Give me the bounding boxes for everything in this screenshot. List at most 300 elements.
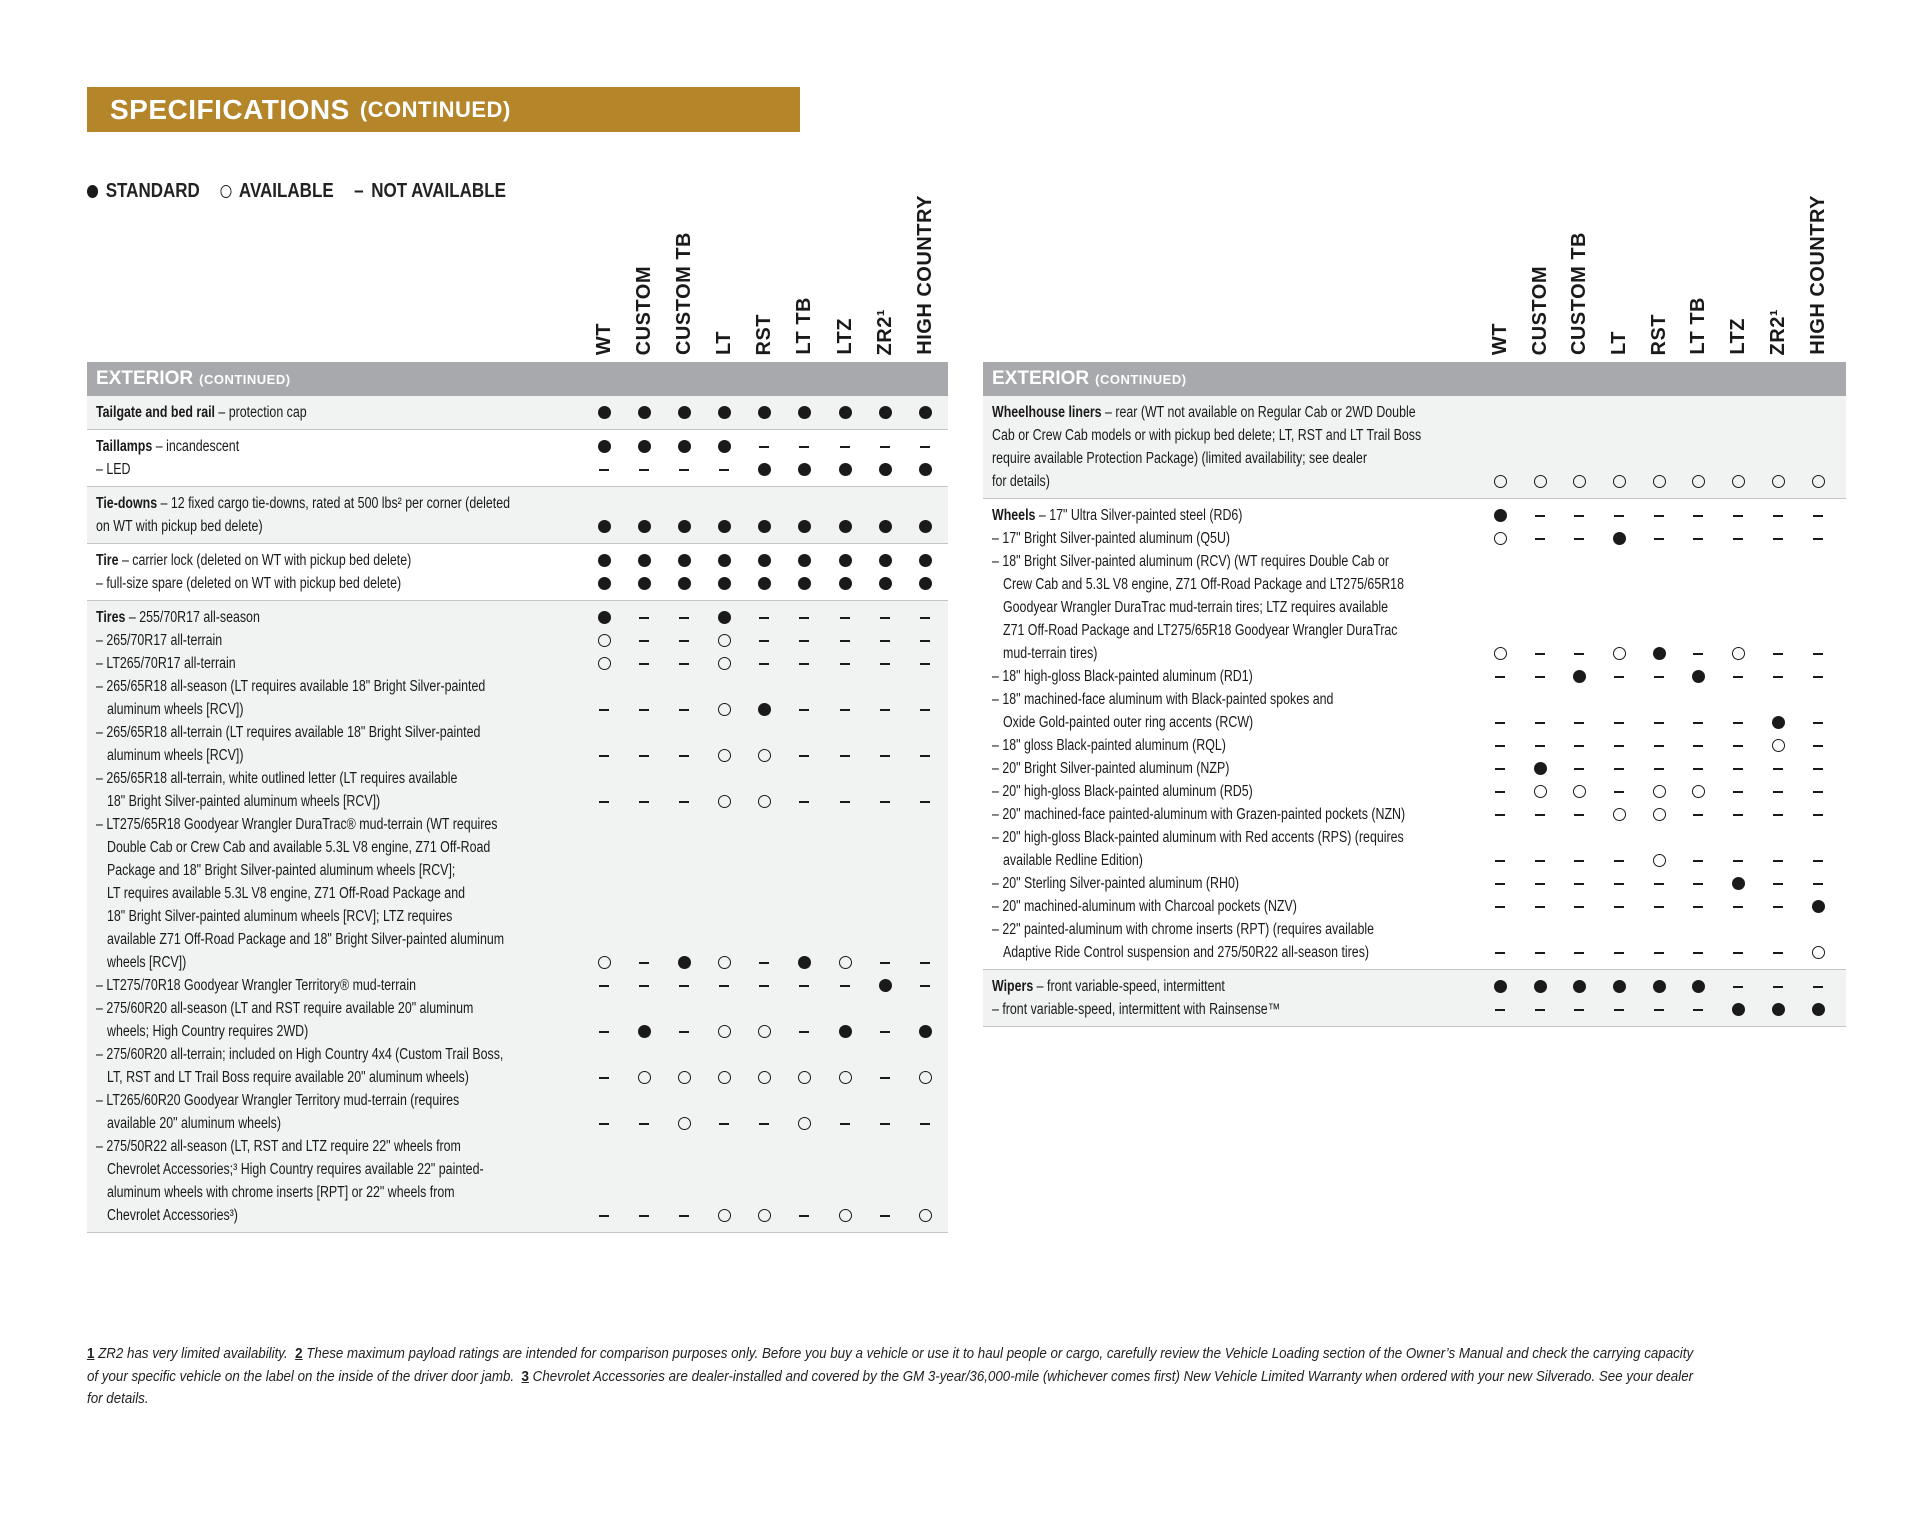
availability-cell (870, 974, 900, 997)
availability-cell (1525, 872, 1555, 895)
not-available-dash-icon (1495, 676, 1505, 678)
not-available-dash-icon (1693, 860, 1703, 862)
standard-dot-icon (678, 440, 691, 453)
not-available-dash-icon (1535, 653, 1545, 655)
spec-row-label: Crew Cab and 5.3L V8 engine, Z71 Off-Road Package and LT275/65R18 (1003, 576, 1404, 593)
spec-group (87, 396, 948, 430)
available-ring-icon (919, 1071, 932, 1084)
not-available-dash-icon (920, 640, 930, 642)
available-ring-icon (1692, 475, 1705, 488)
spec-row-label: – 18" gloss Black-painted aluminum (RQL) (992, 737, 1226, 754)
availability-cell (1803, 504, 1833, 527)
availability-cell (709, 1112, 739, 1135)
spec-row-label: – 18" machined-face aluminum with Black-painted spokes and (992, 691, 1334, 708)
column-header (589, 195, 619, 355)
not-available-dash-icon (759, 640, 769, 642)
availability-cell (870, 629, 900, 652)
availability-cell (1604, 470, 1634, 493)
availability-cell (910, 790, 940, 813)
availability-cell (1723, 803, 1753, 826)
availability-cell (1644, 757, 1674, 780)
not-available-dash-icon (920, 446, 930, 448)
availability-cell (629, 951, 659, 974)
standard-dot-icon (638, 554, 651, 567)
standard-dot-icon (638, 406, 651, 419)
not-available-dash-icon (639, 1215, 649, 1217)
column-header (749, 195, 779, 355)
availability-cell (589, 515, 619, 538)
spec-row-label: Double Cab or Crew Cab and available 5.3L V8 engine, Z71 Off-Road (107, 839, 491, 856)
available-ring-icon (1613, 475, 1626, 488)
availability-cell (629, 790, 659, 813)
availability-cell (589, 1066, 619, 1089)
standard-dot-icon (798, 554, 811, 567)
not-available-dash-icon (1813, 676, 1823, 678)
standard-dot-icon (1494, 509, 1507, 522)
spec-feature-detail: – 255/70R17 all-season (125, 609, 260, 626)
spec-row-label: LT, RST and LT Trail Boss require available 20" aluminum wheels) (107, 1069, 469, 1086)
standard-dot-icon (718, 577, 731, 590)
available-ring-icon (1772, 475, 1785, 488)
column-header-label: HIGH COUNTRY (1806, 195, 1829, 355)
column-header (789, 195, 819, 355)
spec-row-label (992, 504, 1242, 527)
availability-cell (1485, 895, 1515, 918)
availability-cell (910, 698, 940, 721)
not-available-dash-icon (1574, 860, 1584, 862)
available-ring-icon (839, 1071, 852, 1084)
spec-row-label: – 18" high-gloss Black-painted aluminum (RD1) (992, 668, 1253, 685)
spec-row-label: – LED (96, 461, 131, 478)
not-available-dash-icon (920, 985, 930, 987)
availability-cell (669, 974, 699, 997)
not-available-dash-icon (1535, 860, 1545, 862)
not-available-dash-icon (1773, 883, 1783, 885)
availability-cell (1723, 849, 1753, 872)
availability-cell (629, 549, 659, 572)
availability-cell (709, 744, 739, 767)
not-available-dash-icon (920, 663, 930, 665)
availability-cell (709, 1020, 739, 1043)
availability-cell (1604, 527, 1634, 550)
not-available-dash-icon (880, 1123, 890, 1125)
availability-cell (1525, 849, 1555, 872)
availability-cell (910, 1066, 940, 1089)
spec-feature-detail: – incandescent (152, 438, 240, 455)
not-available-dash-icon (1773, 906, 1783, 908)
not-available-dash-icon (639, 985, 649, 987)
availability-cell (1683, 849, 1713, 872)
standard-dot-icon (718, 406, 731, 419)
availability-cell (1485, 849, 1515, 872)
availability-cell (589, 458, 619, 481)
not-available-dash-icon (1495, 860, 1505, 862)
page-title: SPECIFICATIONS (110, 93, 350, 125)
column-header-label: WT (1488, 322, 1511, 355)
availability-cell (830, 1112, 860, 1135)
section-header (87, 362, 948, 396)
available-ring-icon (1573, 785, 1586, 798)
standard-dot-icon (678, 554, 691, 567)
not-available-dash-icon (679, 801, 689, 803)
not-available-dash-icon (1654, 906, 1664, 908)
availability-cell (1485, 757, 1515, 780)
column-header (910, 195, 940, 355)
spec-row-label: wheels; High Country requires 2WD) (107, 1023, 309, 1040)
not-available-dash-icon (1773, 814, 1783, 816)
availability-cell (709, 951, 739, 974)
availability-cell (870, 744, 900, 767)
spec-row-label: – 20" high-gloss Black-painted aluminum with Red accents (RPS) (requires (992, 829, 1404, 846)
standard-dot-icon (879, 577, 892, 590)
availability-cell (830, 515, 860, 538)
availability-cell (749, 951, 779, 974)
standard-dot-icon (638, 1025, 651, 1038)
column-header-label: WT (592, 322, 615, 355)
availability-cell (1803, 470, 1833, 493)
standard-dot-icon (879, 979, 892, 992)
standard-dot-icon (678, 520, 691, 533)
availability-cell (1564, 803, 1594, 826)
column-header (1604, 195, 1634, 355)
not-available-dash-icon (1654, 676, 1664, 678)
availability-cell (870, 790, 900, 813)
availability-cell (1644, 975, 1674, 998)
not-available-dash-icon (1813, 722, 1823, 724)
availability-cell (1525, 527, 1555, 550)
availability-cell (1803, 872, 1833, 895)
availability-cell (749, 572, 779, 595)
availability-cell (789, 515, 819, 538)
column-header-label: ZR2¹ (873, 308, 896, 355)
column-header-label: LTZ (1726, 318, 1749, 355)
availability-cell (830, 435, 860, 458)
not-available-dash-icon (1733, 860, 1743, 862)
availability-cell (1525, 734, 1555, 757)
available-ring-icon (1812, 946, 1825, 959)
footnote-3-number: 3 (521, 1368, 529, 1385)
not-available-dash-icon (840, 1123, 850, 1125)
standard-dot-icon (1653, 647, 1666, 660)
availability-cell (870, 435, 900, 458)
availability-cell (910, 458, 940, 481)
availability-cell (910, 435, 940, 458)
availability-cell (1604, 975, 1634, 998)
spec-row-label: aluminum wheels [RCV]) (107, 747, 244, 764)
availability-cell (1644, 998, 1674, 1021)
spec-group (87, 601, 948, 1233)
spec-row-label: – 275/50R22 all-season (LT, RST and LTZ require 22" wheels from (96, 1138, 461, 1155)
column-header (1803, 195, 1833, 355)
spec-feature-name: Taillamps (96, 438, 153, 455)
not-available-dash-icon (1574, 883, 1584, 885)
availability-cell (870, 401, 900, 424)
availability-cell (789, 401, 819, 424)
spec-row-label: available Redline Edition) (1003, 852, 1143, 869)
not-available-dash-icon (1813, 791, 1823, 793)
not-available-dash-icon (1773, 768, 1783, 770)
availability-cell (589, 1204, 619, 1227)
not-available-dash-icon (840, 640, 850, 642)
available-ring-icon (638, 1071, 651, 1084)
standard-dot-icon (1573, 670, 1586, 683)
not-available-dash-icon (880, 1031, 890, 1033)
not-available-dash-icon (840, 709, 850, 711)
column-header (870, 195, 900, 355)
standard-dot-icon (758, 520, 771, 533)
not-available-dash-icon (1495, 952, 1505, 954)
standard-dot-icon (718, 520, 731, 533)
not-available-dash-icon (920, 1123, 930, 1125)
section-header (983, 362, 1846, 396)
spec-group (87, 544, 948, 601)
standard-dot-icon (919, 1025, 932, 1038)
available-ring-icon (1732, 647, 1745, 660)
availability-cell (709, 401, 739, 424)
standard-dot-icon (598, 554, 611, 567)
not-available-dash-icon (1733, 515, 1743, 517)
availability-cell (1763, 734, 1793, 757)
column-header (1525, 195, 1555, 355)
availability-cell (1723, 711, 1753, 734)
availability-cell (830, 1066, 860, 1089)
standard-dot-icon (678, 956, 691, 969)
availability-cell (1564, 849, 1594, 872)
available-ring-icon (1653, 808, 1666, 821)
available-ring-icon (839, 956, 852, 969)
footnote-1-number: 1 (87, 1346, 95, 1362)
not-available-dash-icon (880, 962, 890, 964)
standard-dot-icon (798, 406, 811, 419)
availability-cell (629, 515, 659, 538)
not-available-dash-icon (1614, 883, 1624, 885)
spec-row-label: require available Protection Package) (limited availability; see dealer (992, 450, 1367, 467)
not-available-dash-icon (639, 469, 649, 471)
column-header-label: CUSTOM TB (672, 231, 695, 355)
not-available-dash-icon (799, 446, 809, 448)
availability-cell (1644, 941, 1674, 964)
not-available-dash-icon (880, 801, 890, 803)
not-available-dash-icon (840, 663, 850, 665)
availability-cell (589, 1112, 619, 1135)
available-ring-icon (839, 1209, 852, 1222)
availability-cell (629, 401, 659, 424)
column-header (1644, 195, 1674, 355)
available-ring-icon (718, 1209, 731, 1222)
availability-cell (910, 606, 940, 629)
standard-dot-icon (839, 577, 852, 590)
spec-row-label: aluminum wheels with chrome inserts [RPT] or 22" wheels from (107, 1184, 455, 1201)
availability-cell (1803, 711, 1833, 734)
availability-cell (669, 1112, 699, 1135)
availability-cell (629, 629, 659, 652)
availability-cell (789, 572, 819, 595)
not-available-dash-icon (1813, 883, 1823, 885)
availability-cell (1803, 895, 1833, 918)
availability-cell (870, 549, 900, 572)
spec-feature-detail: – 12 fixed cargo tie-downs, rated at 500 lbs² per corner (deleted (157, 495, 510, 512)
availability-cell (1485, 470, 1515, 493)
availability-cell (789, 458, 819, 481)
availability-cell (1803, 998, 1833, 1021)
standard-dot-icon (758, 554, 771, 567)
spec-feature-name: Wheelhouse liners (992, 404, 1102, 421)
availability-cell (589, 572, 619, 595)
not-available-dash-icon (639, 663, 649, 665)
standard-dot-icon (919, 520, 932, 533)
footnote-2-text: These maximum payload ratings are intended for comparison purposes only. Before you buy a vehicle or use it to haul people or cargo, carefully review the Vehicle Loading section of the Owner’s Manual and check the carrying capacity of your specific vehicle on the label on the inside of the driver door jamb. (87, 1346, 1694, 1385)
availability-cell (1644, 895, 1674, 918)
availability-cell (830, 790, 860, 813)
standard-dot-icon (1812, 900, 1825, 913)
available-ring-icon (1653, 475, 1666, 488)
not-available-dash-icon (1733, 745, 1743, 747)
availability-cell (1803, 527, 1833, 550)
availability-cell (789, 790, 819, 813)
standard-dot-icon (919, 463, 932, 476)
not-available-dash-icon (1733, 538, 1743, 540)
spec-feature-name: Tires (96, 609, 126, 626)
availability-cell (1723, 527, 1753, 550)
availability-cell (870, 572, 900, 595)
availability-cell (749, 698, 779, 721)
spec-feature-detail: – 17" Ultra Silver-painted steel (RD6) (1035, 507, 1243, 524)
not-available-dash-icon (1813, 814, 1823, 816)
footnote-2-number: 2 (295, 1346, 303, 1362)
availability-cell (1763, 872, 1793, 895)
available-ring-icon (1494, 532, 1507, 545)
spec-row-label: – LT275/65R18 Goodyear Wrangler DuraTrac® mud-terrain (WT requires (96, 816, 498, 833)
not-available-dash-icon (599, 801, 609, 803)
not-available-dash-icon (1654, 883, 1664, 885)
not-available-dash-icon (719, 469, 729, 471)
spec-row-label: available Z71 Off-Road Package and 18" Bright Silver-painted aluminum (107, 931, 505, 948)
availability-cell (1683, 665, 1713, 688)
availability-cell (669, 401, 699, 424)
spec-row-label: – 275/60R20 all-season (LT and RST require available 20" aluminum (96, 1000, 474, 1017)
available-ring-icon (1812, 475, 1825, 488)
not-available-dash-icon (799, 1215, 809, 1217)
available-ring-icon (598, 956, 611, 969)
specifications-banner (87, 87, 800, 132)
not-available-dash-icon (1574, 952, 1584, 954)
availability-cell (1723, 895, 1753, 918)
not-available-dash-icon (880, 1215, 890, 1217)
availability-cell (629, 1066, 659, 1089)
availability-cell (1723, 642, 1753, 665)
section-title: EXTERIOR (96, 368, 194, 389)
available-ring-icon (678, 1071, 691, 1084)
not-available-dash-icon (639, 640, 649, 642)
not-available-dash-icon (920, 709, 930, 711)
column-header-label: CUSTOM (1528, 265, 1551, 355)
availability-cell (1763, 470, 1793, 493)
not-available-dash-icon (1495, 906, 1505, 908)
spec-row-label: – 20" high-gloss Black-painted aluminum (RD5) (992, 783, 1253, 800)
not-available-dash-icon (880, 446, 890, 448)
not-available-dash-icon (1813, 986, 1823, 988)
availability-cell (709, 1066, 739, 1089)
availability-cell (910, 1204, 940, 1227)
not-available-dash-icon (1773, 538, 1783, 540)
not-available-dash-icon (840, 446, 850, 448)
availability-cell (1644, 872, 1674, 895)
spec-row-label: – 20" machined-aluminum with Charcoal pockets (NZV) (992, 898, 1297, 915)
spec-row-label: Z71 Off-Road Package and LT275/65R18 Goodyear Wrangler DuraTrac (1003, 622, 1398, 639)
not-available-dash-icon (920, 962, 930, 964)
availability-cell (1803, 941, 1833, 964)
not-available-dash-icon (840, 755, 850, 757)
column-header (830, 195, 860, 355)
not-available-dash-icon (1773, 676, 1783, 678)
availability-cell (910, 549, 940, 572)
not-available-dash-icon (679, 617, 689, 619)
spec-feature-name: Tailgate and bed rail (96, 404, 215, 421)
column-header-label: LT (712, 331, 735, 355)
not-available-dash-icon (1773, 952, 1783, 954)
footnote-1-text: ZR2 has very limited availability. (98, 1346, 288, 1362)
availability-cell (789, 1020, 819, 1043)
availability-cell (1564, 975, 1594, 998)
availability-cell (870, 515, 900, 538)
not-available-dash-icon (759, 962, 769, 964)
availability-cell (1525, 642, 1555, 665)
not-available-dash-icon (1654, 538, 1664, 540)
spec-group (983, 499, 1846, 970)
not-available-dash-icon (1813, 653, 1823, 655)
availability-cell (749, 1066, 779, 1089)
availability-cell (749, 1112, 779, 1135)
standard-dot-icon (1732, 1003, 1745, 1016)
not-available-dash-icon (1495, 791, 1505, 793)
availability-cell (1803, 975, 1833, 998)
not-available-dash-icon (1614, 906, 1624, 908)
not-available-dash-icon (1693, 906, 1703, 908)
not-available-dash-icon (1535, 814, 1545, 816)
availability-cell (589, 744, 619, 767)
spec-row-label: Chevrolet Accessories³) (107, 1207, 238, 1224)
not-available-dash-icon (920, 801, 930, 803)
standard-dot-icon (919, 406, 932, 419)
availability-cell (830, 974, 860, 997)
availability-cell (1525, 665, 1555, 688)
availability-cell (589, 629, 619, 652)
availability-cell (589, 951, 619, 974)
availability-cell (1644, 504, 1674, 527)
not-available-dash-icon (679, 640, 689, 642)
column-header (1564, 195, 1594, 355)
spec-row-label: LT requires available 5.3L V8 engine, Z71 Off-Road Package and (107, 885, 465, 902)
availability-cell (749, 974, 779, 997)
availability-cell (830, 629, 860, 652)
available-ring-icon (1573, 475, 1586, 488)
availability-cell (669, 652, 699, 675)
spec-row-label: – full-size spare (deleted on WT with pickup bed delete) (96, 575, 402, 592)
not-available-dash-icon (1773, 860, 1783, 862)
available-ring-icon (718, 634, 731, 647)
availability-cell (830, 951, 860, 974)
spec-feature-name: Wheels (992, 507, 1036, 524)
availability-cell (1723, 734, 1753, 757)
availability-cell (709, 458, 739, 481)
availability-cell (1525, 780, 1555, 803)
not-available-dash-icon (1614, 745, 1624, 747)
standard-dot-icon (798, 956, 811, 969)
availability-cell (870, 1112, 900, 1135)
spec-row-label: 18" Bright Silver-painted aluminum wheels [RCV]; LTZ requires (107, 908, 453, 925)
available-ring-icon (758, 795, 771, 808)
availability-cell (789, 652, 819, 675)
